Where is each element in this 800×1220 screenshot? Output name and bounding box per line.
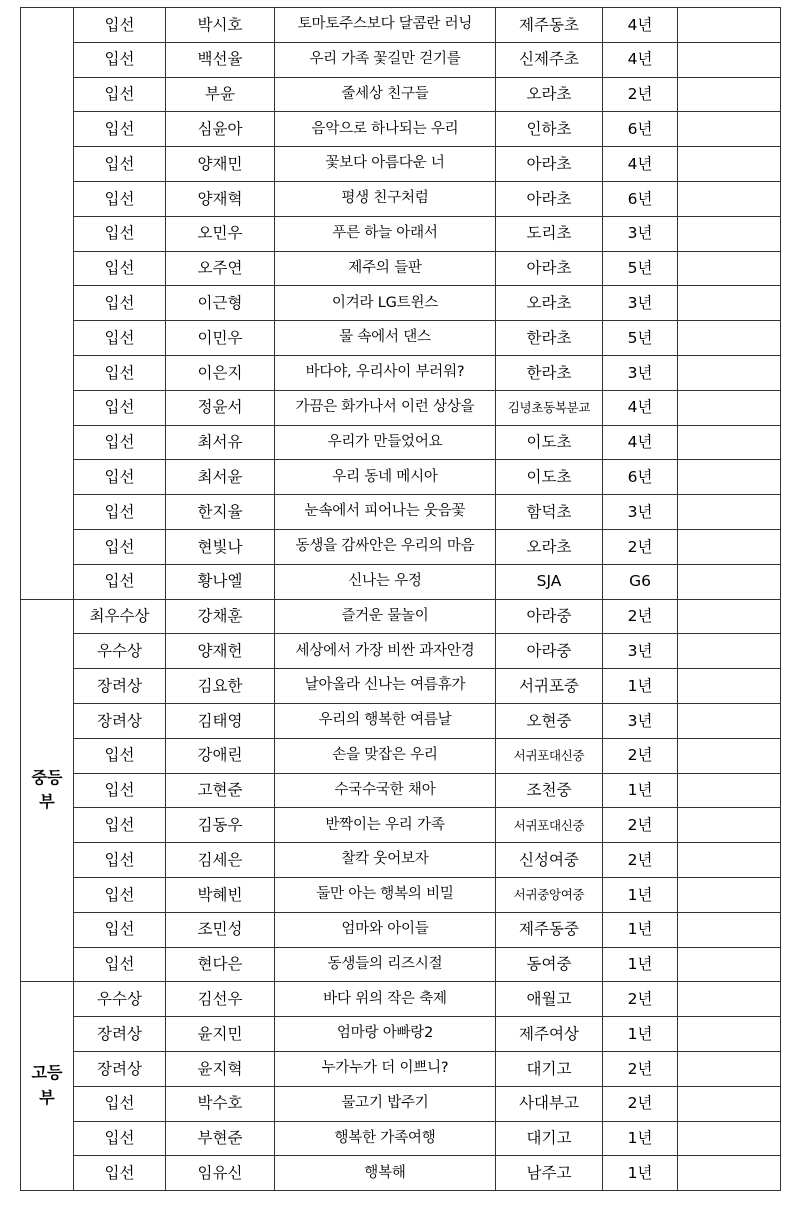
name-cell: 윤지민	[166, 1017, 275, 1052]
award-cell: 입선	[74, 355, 166, 390]
table-row	[21, 564, 781, 599]
award-cell: 입선	[74, 181, 166, 216]
name-cell: 이은지	[166, 355, 275, 390]
table-row	[21, 77, 781, 112]
title-cell: 찰칵 웃어보자	[275, 843, 496, 878]
results-body	[21, 8, 781, 1191]
award-cell: 입선	[74, 564, 166, 599]
school-cell: 대기고	[496, 1051, 603, 1086]
name-cell: 윤지혁	[166, 1051, 275, 1086]
grade-cell: 4년	[603, 8, 678, 43]
name-cell: 부현준	[166, 1121, 275, 1156]
table-row	[21, 1017, 781, 1052]
table-row	[21, 843, 781, 878]
note-cell	[678, 112, 781, 147]
note-cell	[678, 982, 781, 1017]
school-cell: 아라초	[496, 147, 603, 182]
title-cell: 동생들의 리즈시절	[275, 947, 496, 982]
name-cell: 고현준	[166, 773, 275, 808]
grade-cell: 4년	[603, 42, 678, 77]
table-row	[21, 355, 781, 390]
grade-cell: 1년	[603, 1121, 678, 1156]
title-cell: 행복해	[275, 1156, 496, 1191]
title-cell: 줄세상 친구들	[275, 77, 496, 112]
name-cell: 박혜빈	[166, 877, 275, 912]
title-cell: 우리 가족 꽃길만 걷기를	[275, 42, 496, 77]
award-results-table	[20, 7, 781, 1191]
title-cell: 날아올라 신나는 여름휴가	[275, 669, 496, 704]
note-cell	[678, 147, 781, 182]
school-cell: 함덕초	[496, 495, 603, 530]
award-cell: 입선	[74, 808, 166, 843]
note-cell	[678, 808, 781, 843]
grade-cell: 3년	[603, 355, 678, 390]
note-cell	[678, 1121, 781, 1156]
award-cell: 입선	[74, 877, 166, 912]
title-cell: 행복한 가족여행	[275, 1121, 496, 1156]
note-cell	[678, 1051, 781, 1086]
note-cell	[678, 669, 781, 704]
name-cell: 오민우	[166, 216, 275, 251]
title-cell: 수국수국한 채아	[275, 773, 496, 808]
grade-cell: 1년	[603, 1156, 678, 1191]
school-cell: 인하초	[496, 112, 603, 147]
award-cell: 입선	[74, 147, 166, 182]
division-label: 중등부	[21, 599, 74, 982]
table-row	[21, 8, 781, 43]
name-cell: 최서유	[166, 425, 275, 460]
school-cell: 오라초	[496, 286, 603, 321]
title-cell: 가끔은 화가나서 이런 상상을	[275, 390, 496, 425]
grade-cell: 1년	[603, 669, 678, 704]
name-cell: 박시호	[166, 8, 275, 43]
table-row	[21, 1086, 781, 1121]
title-cell: 엄마랑 아빠랑2	[275, 1017, 496, 1052]
name-cell: 김동우	[166, 808, 275, 843]
award-cell: 우수상	[74, 982, 166, 1017]
school-cell: 서귀중앙여중	[496, 877, 603, 912]
note-cell	[678, 564, 781, 599]
award-cell: 입선	[74, 1086, 166, 1121]
school-cell: SJA	[496, 564, 603, 599]
grade-cell: 2년	[603, 1051, 678, 1086]
name-cell: 임유신	[166, 1156, 275, 1191]
award-cell: 입선	[74, 8, 166, 43]
school-cell: 한라초	[496, 355, 603, 390]
note-cell	[678, 216, 781, 251]
title-cell: 우리가 만들었어요	[275, 425, 496, 460]
award-cell: 입선	[74, 773, 166, 808]
name-cell: 황나엘	[166, 564, 275, 599]
grade-cell: 2년	[603, 808, 678, 843]
table-row	[21, 42, 781, 77]
table-row	[21, 1051, 781, 1086]
name-cell: 현다은	[166, 947, 275, 982]
grade-cell: 3년	[603, 703, 678, 738]
name-cell: 최서윤	[166, 460, 275, 495]
title-cell: 물고기 밥주기	[275, 1086, 496, 1121]
title-cell: 신나는 우정	[275, 564, 496, 599]
award-cell: 입선	[74, 1156, 166, 1191]
school-cell: 김녕초동복분교	[496, 390, 603, 425]
grade-cell: 2년	[603, 738, 678, 773]
grade-cell: 4년	[603, 425, 678, 460]
grade-cell: 2년	[603, 982, 678, 1017]
title-cell: 손을 맞잡은 우리	[275, 738, 496, 773]
school-cell: 이도초	[496, 460, 603, 495]
grade-cell: 2년	[603, 843, 678, 878]
name-cell: 오주연	[166, 251, 275, 286]
grade-cell: 1년	[603, 947, 678, 982]
grade-cell: G6	[603, 564, 678, 599]
table-row	[21, 703, 781, 738]
note-cell	[678, 529, 781, 564]
table-row	[21, 216, 781, 251]
name-cell: 한지율	[166, 495, 275, 530]
title-cell: 토마토주스보다 달콤란 러닝	[275, 8, 496, 43]
name-cell: 조민성	[166, 912, 275, 947]
name-cell: 강채훈	[166, 599, 275, 634]
school-cell: 오현중	[496, 703, 603, 738]
grade-cell: 2년	[603, 529, 678, 564]
note-cell	[678, 947, 781, 982]
grade-cell: 1년	[603, 912, 678, 947]
school-cell: 신제주초	[496, 42, 603, 77]
title-cell: 둘만 아는 행복의 비밀	[275, 877, 496, 912]
grade-cell: 1년	[603, 773, 678, 808]
table-row	[21, 529, 781, 564]
school-cell: 한라초	[496, 321, 603, 356]
title-cell: 이겨라 LG트윈스	[275, 286, 496, 321]
school-cell: 사대부고	[496, 1086, 603, 1121]
note-cell	[678, 1017, 781, 1052]
title-cell: 엄마와 아이들	[275, 912, 496, 947]
table-row	[21, 1121, 781, 1156]
award-cell: 입선	[74, 286, 166, 321]
grade-cell: 1년	[603, 1017, 678, 1052]
school-cell: 동여중	[496, 947, 603, 982]
school-cell: 서귀포대신중	[496, 738, 603, 773]
award-cell: 장려상	[74, 1017, 166, 1052]
award-cell: 장려상	[74, 669, 166, 704]
award-cell: 장려상	[74, 1051, 166, 1086]
name-cell: 김요한	[166, 669, 275, 704]
table-row	[21, 460, 781, 495]
grade-cell: 6년	[603, 181, 678, 216]
grade-cell: 1년	[603, 877, 678, 912]
name-cell: 백선율	[166, 42, 275, 77]
name-cell: 이근형	[166, 286, 275, 321]
school-cell: 제주여상	[496, 1017, 603, 1052]
grade-cell: 3년	[603, 634, 678, 669]
name-cell: 정윤서	[166, 390, 275, 425]
name-cell: 양재헌	[166, 634, 275, 669]
note-cell	[678, 77, 781, 112]
note-cell	[678, 912, 781, 947]
award-cell: 입선	[74, 947, 166, 982]
note-cell	[678, 251, 781, 286]
school-cell: 아라초	[496, 181, 603, 216]
name-cell: 김선우	[166, 982, 275, 1017]
award-cell: 입선	[74, 390, 166, 425]
name-cell: 김세은	[166, 843, 275, 878]
school-cell: 아라중	[496, 634, 603, 669]
grade-cell: 2년	[603, 599, 678, 634]
title-cell: 음악으로 하나되는 우리	[275, 112, 496, 147]
table-row	[21, 982, 781, 1017]
table-row	[21, 1156, 781, 1191]
note-cell	[678, 495, 781, 530]
award-cell: 입선	[74, 216, 166, 251]
grade-cell: 6년	[603, 112, 678, 147]
title-cell: 평생 친구처럼	[275, 181, 496, 216]
title-cell: 꽃보다 아름다운 너	[275, 147, 496, 182]
table-row	[21, 495, 781, 530]
table-row	[21, 181, 781, 216]
grade-cell: 2년	[603, 77, 678, 112]
grade-cell: 3년	[603, 286, 678, 321]
award-cell: 입선	[74, 843, 166, 878]
table-row	[21, 912, 781, 947]
table-row	[21, 877, 781, 912]
note-cell	[678, 1086, 781, 1121]
school-cell: 제주동초	[496, 8, 603, 43]
table-row	[21, 251, 781, 286]
award-cell: 우수상	[74, 634, 166, 669]
school-cell: 아라중	[496, 599, 603, 634]
name-cell: 양재혁	[166, 181, 275, 216]
name-cell: 심윤아	[166, 112, 275, 147]
title-cell: 세상에서 가장 비싼 과자안경	[275, 634, 496, 669]
table-row	[21, 947, 781, 982]
name-cell: 강애린	[166, 738, 275, 773]
title-cell: 바다 위의 작은 축제	[275, 982, 496, 1017]
name-cell: 부윤	[166, 77, 275, 112]
award-cell: 입선	[74, 529, 166, 564]
note-cell	[678, 1156, 781, 1191]
note-cell	[678, 425, 781, 460]
school-cell: 애월고	[496, 982, 603, 1017]
title-cell: 물 속에서 댄스	[275, 321, 496, 356]
note-cell	[678, 42, 781, 77]
note-cell	[678, 738, 781, 773]
table-row	[21, 321, 781, 356]
award-cell: 입선	[74, 912, 166, 947]
table-row	[21, 147, 781, 182]
school-cell: 이도초	[496, 425, 603, 460]
award-cell: 입선	[74, 495, 166, 530]
grade-cell: 6년	[603, 460, 678, 495]
grade-cell: 2년	[603, 1086, 678, 1121]
award-cell: 입선	[74, 112, 166, 147]
table-row	[21, 390, 781, 425]
note-cell	[678, 181, 781, 216]
school-cell: 신성여중	[496, 843, 603, 878]
school-cell: 제주동중	[496, 912, 603, 947]
award-cell: 입선	[74, 251, 166, 286]
title-cell: 반짝이는 우리 가족	[275, 808, 496, 843]
title-cell: 바다야, 우리사이 부러워?	[275, 355, 496, 390]
table-row	[21, 599, 781, 634]
award-cell: 입선	[74, 42, 166, 77]
award-cell: 입선	[74, 321, 166, 356]
award-cell: 입선	[74, 738, 166, 773]
title-cell: 우리 동네 메시아	[275, 460, 496, 495]
school-cell: 아라초	[496, 251, 603, 286]
note-cell	[678, 355, 781, 390]
school-cell: 조천중	[496, 773, 603, 808]
name-cell: 이민우	[166, 321, 275, 356]
award-cell: 입선	[74, 425, 166, 460]
school-cell: 서귀포대신중	[496, 808, 603, 843]
note-cell	[678, 703, 781, 738]
title-cell: 누가누가 더 이쁘니?	[275, 1051, 496, 1086]
title-cell: 즐거운 물놀이	[275, 599, 496, 634]
name-cell: 양재민	[166, 147, 275, 182]
grade-cell: 5년	[603, 251, 678, 286]
table-row	[21, 286, 781, 321]
note-cell	[678, 634, 781, 669]
award-cell: 입선	[74, 1121, 166, 1156]
grade-cell: 5년	[603, 321, 678, 356]
school-cell: 도리초	[496, 216, 603, 251]
note-cell	[678, 843, 781, 878]
title-cell: 제주의 들판	[275, 251, 496, 286]
table-row	[21, 112, 781, 147]
note-cell	[678, 286, 781, 321]
school-cell: 오라초	[496, 529, 603, 564]
school-cell: 대기고	[496, 1121, 603, 1156]
grade-cell: 4년	[603, 147, 678, 182]
note-cell	[678, 773, 781, 808]
award-cell: 입선	[74, 460, 166, 495]
name-cell: 현빛나	[166, 529, 275, 564]
note-cell	[678, 8, 781, 43]
table-row	[21, 773, 781, 808]
table-row	[21, 669, 781, 704]
title-cell: 눈속에서 피어나는 웃음꽃	[275, 495, 496, 530]
note-cell	[678, 877, 781, 912]
note-cell	[678, 599, 781, 634]
name-cell: 김태영	[166, 703, 275, 738]
award-cell: 장려상	[74, 703, 166, 738]
note-cell	[678, 321, 781, 356]
note-cell	[678, 390, 781, 425]
grade-cell: 3년	[603, 495, 678, 530]
grade-cell: 4년	[603, 390, 678, 425]
school-cell: 오라초	[496, 77, 603, 112]
table-row	[21, 738, 781, 773]
school-cell: 서귀포중	[496, 669, 603, 704]
division-label: 고등부	[21, 982, 74, 1191]
award-cell: 최우수상	[74, 599, 166, 634]
name-cell: 박수호	[166, 1086, 275, 1121]
title-cell: 우리의 행복한 여름날	[275, 703, 496, 738]
table-row	[21, 808, 781, 843]
table-row	[21, 425, 781, 460]
title-cell: 동생을 감싸안은 우리의 마음	[275, 529, 496, 564]
note-cell	[678, 460, 781, 495]
division-label	[21, 8, 74, 600]
title-cell: 푸른 하늘 아래서	[275, 216, 496, 251]
school-cell: 남주고	[496, 1156, 603, 1191]
table-row	[21, 634, 781, 669]
award-cell: 입선	[74, 77, 166, 112]
grade-cell: 3년	[603, 216, 678, 251]
